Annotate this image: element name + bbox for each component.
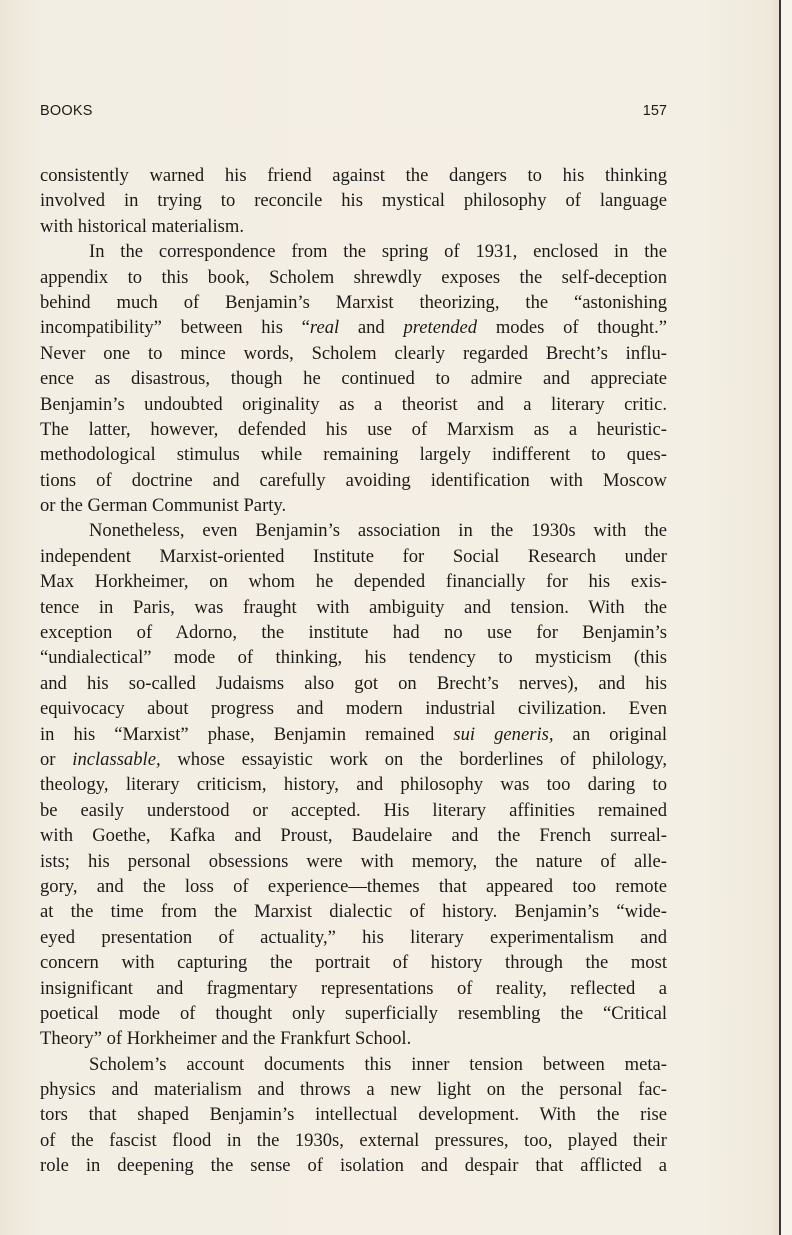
text-line: at the time from the Marxist dialectic of history. Benjamin’s “wide- — [40, 901, 667, 923]
italic-phrase: inclassable, — [72, 748, 161, 770]
text-line — [40, 747, 667, 772]
text-run: modes of thought.” — [477, 317, 667, 339]
text-line: exception of Adorno, the institute had no use for Benjamin’s — [40, 622, 667, 644]
text-line: Max Horkheimer, on whom he depended financially for his exis- — [40, 571, 667, 593]
text-run: whose essayistic work on the borderlines of philology, — [160, 748, 667, 770]
italic-phrase: sui generis, — [453, 723, 554, 745]
text-line — [40, 722, 667, 747]
text-line: eyed presentation of actuality,” his literary experimentalism and — [40, 926, 667, 948]
text-line: theology, literary criticism, history, and philosophy was too daring to — [40, 774, 667, 796]
text-line: methodological stimulus while remaining largely indifferent to ques- — [40, 444, 667, 466]
text-line: concern with capturing the portrait of history through the most — [40, 952, 667, 974]
text-line: or the German Communist Party. — [40, 495, 287, 517]
text-line: Benjamin’s undoubted originality as a theorist and a literary critic. — [40, 393, 667, 415]
text-run: in his “Marxist” phase, Benjamin remained — [40, 723, 454, 745]
body-text — [40, 163, 667, 1179]
text-run: or — [40, 748, 73, 770]
text-line: The latter, however, defended his use of Marxism as a heuristic- — [40, 418, 667, 440]
text-line: involved in trying to reconcile his mystical philosophy of language — [40, 190, 667, 212]
text-line: role in deepening the sense of isolation and despair that afflicted a — [40, 1155, 667, 1177]
text-line: independent Marxist-oriented Institute for Social Research under — [40, 545, 667, 567]
page-number: 157 — [642, 103, 667, 119]
italic-phrase: real — [309, 317, 340, 339]
text-line: tions of doctrine and carefully avoiding identification with Moscow — [40, 469, 667, 491]
text-line: ence as disastrous, though he continued to admire and appreciate — [40, 368, 667, 390]
text-line: In the correspondence from the spring of 1931, enclosed in the — [89, 241, 667, 263]
text-line: of the fascist flood in the 1930s, external pressures, too, played their — [40, 1129, 667, 1151]
text-line: gory, and the loss of experience—themes that appeared too remote — [40, 875, 667, 897]
running-head — [40, 103, 667, 123]
text-line: “undialectical” mode of thinking, his tendency to mysticism (this — [40, 647, 667, 669]
text-line: tence in Paris, was fraught with ambiguity and tension. With the — [40, 596, 667, 618]
text-line: Nonetheless, even Benjamin’s association in the 1930s with the — [89, 520, 667, 542]
text-line: Never one to mince words, Scholem clearly regarded Brecht’s influ- — [40, 342, 667, 364]
text-run: an original — [553, 723, 667, 745]
text-line: consistently warned his friend against the dangers to his thinking — [40, 165, 667, 186]
text-line: and his so-called Judaisms also got on Brecht’s nerves), and his — [40, 672, 667, 694]
text-line — [40, 315, 667, 340]
text-line: be easily understood or accepted. His literary affinities remained — [40, 799, 667, 821]
text-line: tors that shaped Benjamin’s intellectual development. With the rise — [40, 1104, 667, 1126]
section-title: BOOKS — [40, 103, 93, 119]
text-line: with historical materialism. — [40, 215, 244, 237]
text-line: insignificant and fragmentary representations of reality, reflected a — [40, 977, 667, 999]
text-run: and — [339, 317, 404, 339]
text-run: incompatibility” between his “ — [40, 317, 310, 339]
text-line: physics and materialism and throws a new light on the personal fac- — [40, 1079, 667, 1101]
italic-phrase: pretended — [403, 317, 478, 339]
text-line: behind much of Benjamin’s Marxist theorizing, the “astonishing — [40, 291, 667, 313]
text-line: equivocacy about progress and modern industrial civilization. Even — [40, 698, 667, 720]
text-line: ists; his personal obsessions were with memory, the nature of alle- — [40, 850, 667, 872]
text-line: Scholem’s account documents this inner tension between meta- — [89, 1053, 667, 1075]
text-line: Theory” of Horkheimer and the Frankfurt School. — [40, 1028, 412, 1050]
text-line: poetical mode of thought only superficially resembling the “Critical — [40, 1002, 667, 1024]
text-line: appendix to this book, Scholem shrewdly exposes the self-deception — [40, 266, 667, 288]
page-edge-strip — [781, 0, 792, 1235]
text-line: with Goethe, Kafka and Proust, Baudelaire and the French surreal- — [40, 825, 667, 847]
